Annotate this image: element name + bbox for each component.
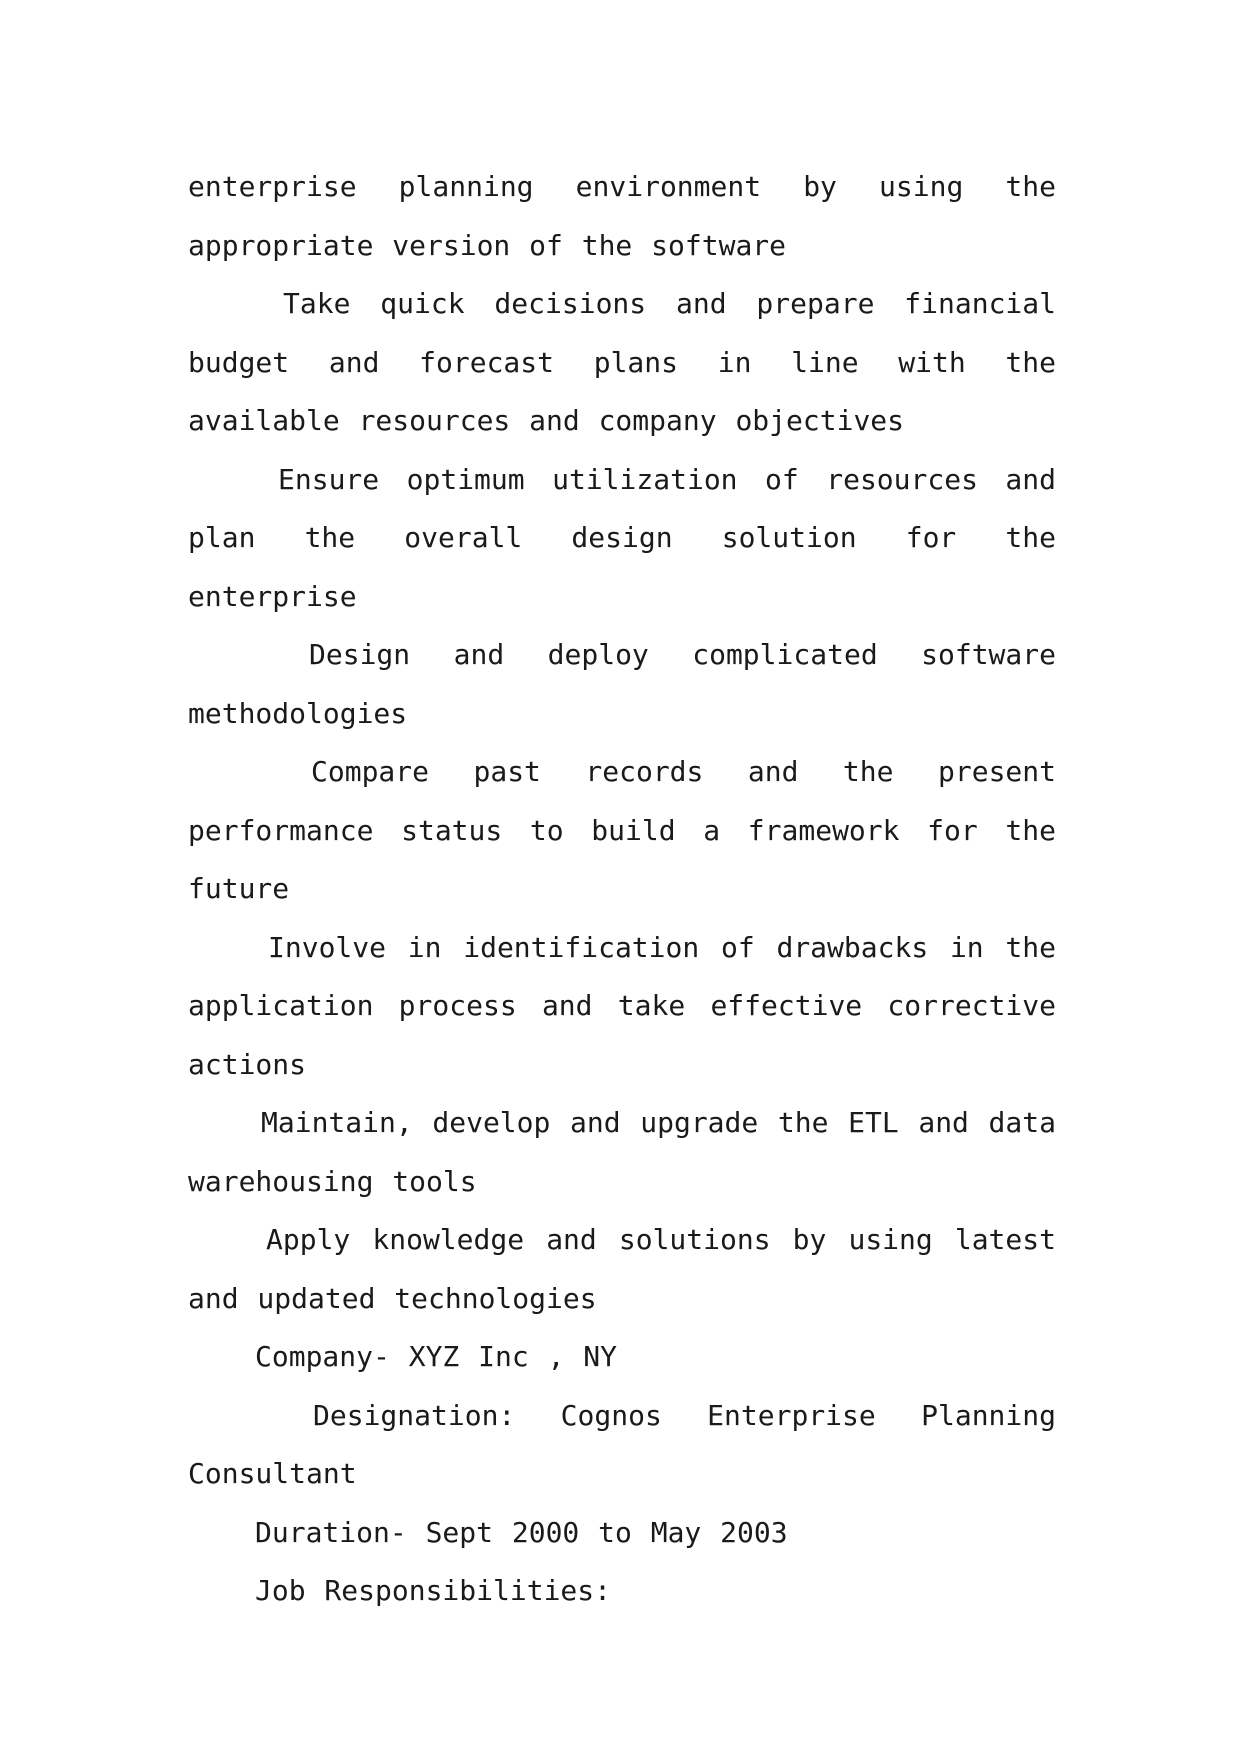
company-line: Company- XYZ Inc , NY [255, 1340, 618, 1373]
job-responsibilities-heading: Job Responsibilities: [255, 1574, 612, 1607]
paragraph-maintain-etl: Maintain, develop and upgrade the ETL and data warehousing tools [188, 1106, 1056, 1198]
paragraph-design-deploy: Design and deploy complicated software methodologies [188, 638, 1056, 730]
paragraph-planning-environment: enterprise planning environment by using the appropriate version of the software [188, 170, 1056, 262]
paragraph-compare-records: Compare past records and the present performance status to build a framework for the future [188, 755, 1056, 905]
paragraph-apply-knowledge: Apply knowledge and solutions by using latest and updated technologies [188, 1223, 1056, 1315]
paragraph-identify-drawbacks: Involve in identification of drawbacks in the application process and take effective corrective actions [188, 930, 1056, 1081]
paragraph-quick-decisions: Take quick decisions and prepare financial budget and forecast plans in line with the available resources and company objectives [188, 287, 1056, 437]
duration-line: Duration- Sept 2000 to May 2003 [255, 1515, 788, 1549]
designation-line: Designation: Cognos Enterprise Planning Consultant [188, 1398, 1056, 1490]
document-page [188, 158, 1056, 1621]
paragraph-optimum-utilization: Ensure optimum utilization of resources and plan the overall design solution for the enterprise [188, 462, 1056, 613]
